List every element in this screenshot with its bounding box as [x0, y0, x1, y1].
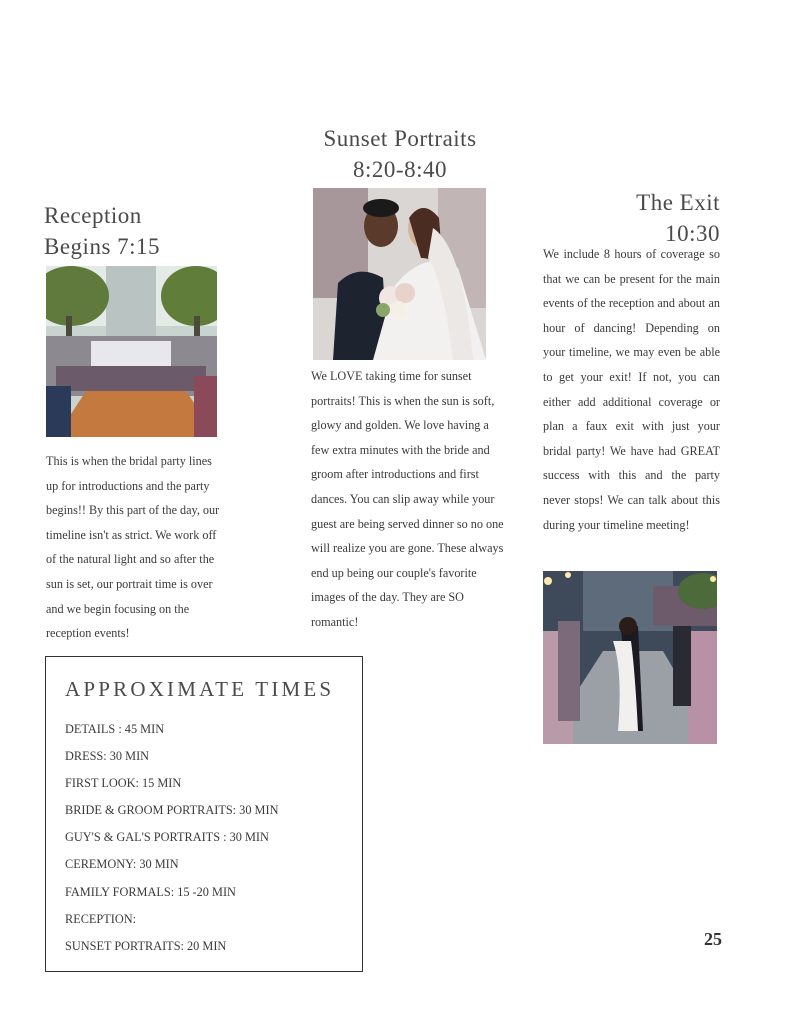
- exit-heading: [560, 187, 720, 249]
- sunset-couple-portrait-photo: [313, 188, 486, 360]
- sparkler-exit-kiss-photo: [543, 571, 717, 744]
- reception-heading-line-2: Begins 7:15: [44, 234, 161, 259]
- list-item: FIRST LOOK: 15 MIN: [65, 776, 182, 791]
- sunset-description: We LOVE taking time for sunset portraits! This is when the sun is soft, glowy and golden. We love having a few extra minutes with the bride and groom after introductions and first dances. You can slip away while your guest are being served dinner so no one will realize you are gone. These always end up being our couple's favorite images of the day. They are SO romantic!: [311, 369, 504, 629]
- list-item: GUY'S & GAL'S PORTRAITS : 30 MIN: [65, 830, 269, 845]
- page-number: 25: [704, 929, 722, 949]
- approximate-times-box: [45, 656, 363, 972]
- reception-heading: [44, 200, 160, 262]
- sunset-heading: [300, 123, 500, 185]
- approximate-times-list: [65, 716, 278, 960]
- list-item: RECEPTION:: [65, 911, 137, 926]
- approximate-times-title: APPROXIMATE TIMES: [65, 677, 335, 701]
- exit-description: We include 8 hours of coverage so that we can be present for the main events of the reception and about an hour of dancing! Depending on your timeline, we may even be able to get your exit! If not, you can either add additional coverage or plan a faux exit with just your bridal party! We have had GREAT success with this and the party never stops! We can talk about this during your timeline meeting!: [543, 247, 720, 532]
- exit-heading-line-2: 10:30: [665, 221, 720, 246]
- reception-hall-photo: [46, 266, 217, 437]
- list-item: DETAILS : 45 MIN: [65, 722, 165, 736]
- reception-heading-line-1: Reception: [44, 203, 142, 228]
- list-item: BRIDE & GROOM PORTRAITS: 30 MIN: [65, 803, 279, 818]
- reception-description: This is when the bridal party lines up for introductions and the party begins!! By this part of the day, our timeline isn't as strict. We work off of the natural light and so after the sun is set, our portrait time is over and we begin focusing on the reception events!: [46, 454, 220, 641]
- sunset-heading-line-1: Sunset Portraits: [323, 126, 477, 151]
- sunset-heading-line-2: 8:20-8:40: [353, 157, 447, 182]
- list-item: FAMILY FORMALS: 15 -20 MIN: [65, 884, 236, 899]
- list-item: SUNSET PORTRAITS: 20 MIN: [65, 938, 227, 953]
- exit-heading-line-1: The Exit: [636, 190, 720, 215]
- list-item: DRESS: 30 MIN: [65, 749, 150, 764]
- list-item: CEREMONY: 30 MIN: [65, 857, 179, 872]
